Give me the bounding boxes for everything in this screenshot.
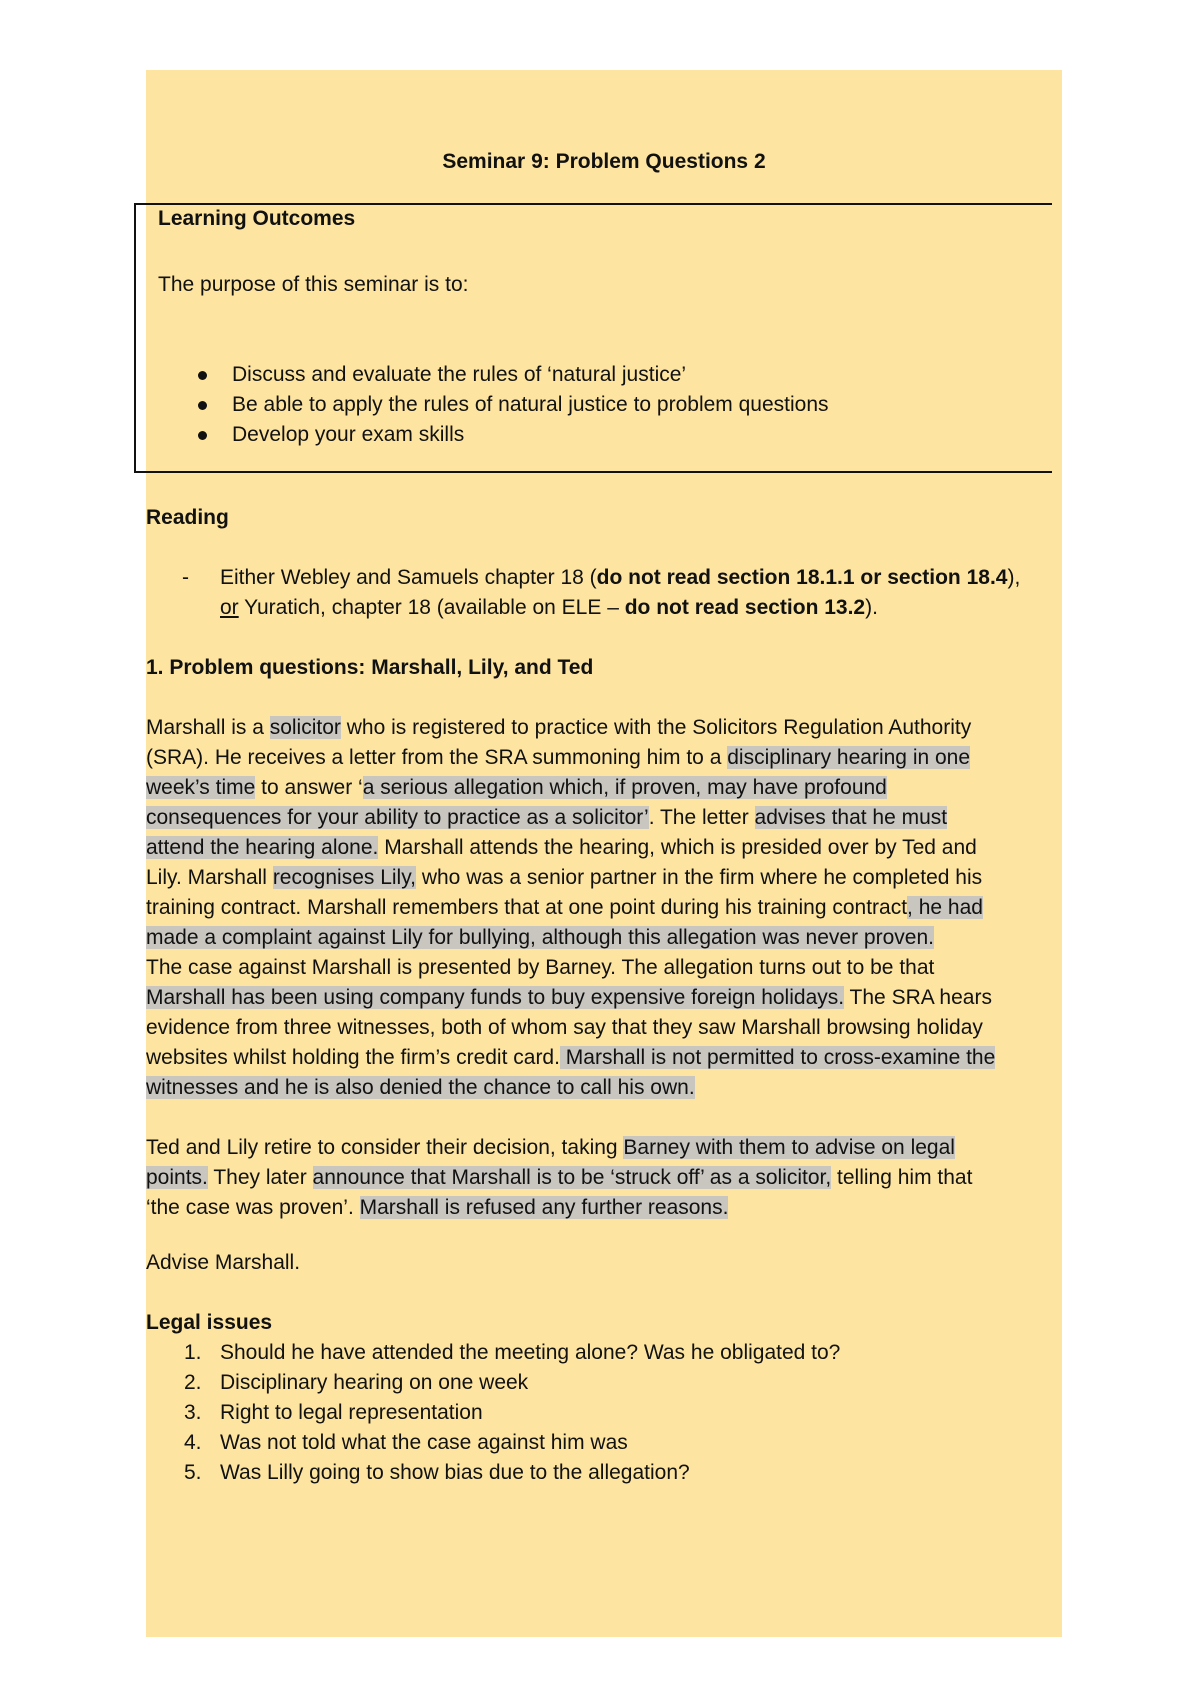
paragraph-3: Ted and Lily retire to consider their decision, taking Barney with them to advise on legal points. They later announce that Marshall is to be ‘struck off’ as a solicitor, telling him that ‘the case was proven’. Marshall is refused any further reasons. <box>146 1136 973 1219</box>
legal-issues-list <box>146 1338 840 1488</box>
document-page: Seminar 9: Problem Questions 2 Learning Outcomes The purpose of this seminar is to: Discuss and evaluate the rules of ‘natural justice’ Be able to apply the rules of natural justice to problem questions Develop your exam skills Reading - Either Webley and Samuels chapter 18 (do not read section 18.1.1 or section 18.4), or Yuratich, chapter 18 (available on ELE – do not read section 13.2). 1. Problem questions: Marshall, Lily, and Ted Marshall is a solicitor who is registered to practice with the Solicitors Regulation Authority (SRA). He receives a letter from the SRA summoning him to a disciplinary hearing in one week’s time to answer ‘a serious allegation which, if proven, may have profound consequences for your ability to practice as a solicitor’. The letter advises that he must attend the hearing alone. Marshall attends the hearing, which is presided over by Ted and Lily. Marshall recognises Lily, who was a senior partner in the firm where he completed his training contract. Marshall remembers that at one point during his training contract, he had made a complaint against Lily for bullying, although this allegation was never proven. The case against Marshall is presented by Barney. The allegation turns out to be that Marshall has been using company funds to buy expensive foreign holidays. The SRA hears evidence from three witnesses, both of whom say that they saw Marshall browsing holiday websites whilst holding the firm’s credit card. Marshall is not permitted to cross-examine the witnesses and he is also denied the chance to call his own. Ted and Lily retire to consider their decision, taking Barney with them to advise on legal points. They later announce that Marshall is to be ‘struck off’ as a solicitor, telling him that ‘the case was proven’. Marshall is refused any further reasons. Advise Marshall. Legal issues 1. Should he have attended the meeting alone? Was he obligated to? 2. Disciplinary hearing on one week 3. Right to legal representation 4. Was not told what the case against him was 5. Was Lilly going to show bias due to the allegation? <box>146 70 1062 1637</box>
paragraph-1: Marshall is a solicitor who is registered to practice with the Solicitors Regulation Authority (SRA). He receives a letter from the SRA summoning him to a disciplinary hearing in one week’s time to answer ‘a serious allegation which, if proven, may have profound consequences for your ability to practice as a solicitor’. The letter advises that he must attend the hearing alone. Marshall attends the hearing, which is presided over by Ted and Lily. Marshall recognises Lily, who was a senior partner in the firm where he completed his training contract. Marshall remembers that at one point during his training contract, he had made a complaint against Lily for bullying, although this allegation was never proven. <box>146 716 983 949</box>
list-item: 3. Right to legal representation <box>184 1401 483 1424</box>
list-item: 1. Should he have attended the meeting alone? Was he obligated to? <box>184 1341 841 1364</box>
list-item: 4. Was not told what the case against him was <box>184 1431 628 1454</box>
list-item: Be able to apply the rules of natural justice to problem questions <box>158 390 829 420</box>
legal-issues-heading: Legal issues <box>146 1311 273 1334</box>
bullet-icon <box>198 431 207 440</box>
list-item: 5. Was Lilly going to show bias due to the allegation? <box>184 1461 690 1484</box>
page-title: Seminar 9: Problem Questions 2 <box>442 150 766 173</box>
reading-heading: Reading <box>146 506 229 529</box>
list-item: Discuss and evaluate the rules of ‘natural justice’ <box>158 360 829 390</box>
problem-question-heading: 1. Problem questions: Marshall, Lily, and Ted <box>146 656 594 679</box>
bullet-icon <box>198 371 207 380</box>
list-item: Develop your exam skills <box>158 420 829 450</box>
list-item: 2. Disciplinary hearing on one week <box>184 1371 529 1394</box>
learning-outcomes-list <box>158 360 829 450</box>
bullet-icon <box>198 401 207 410</box>
advise-line: Advise Marshall. <box>146 1251 301 1274</box>
learning-outcomes-heading: Learning Outcomes <box>158 207 356 230</box>
learning-outcomes-intro: The purpose of this seminar is to: <box>158 273 469 296</box>
paragraph-2: The case against Marshall is presented by Barney. The allegation turns out to be that Marshall has been using company funds to buy expensive foreign holidays. The SRA hears evidence from three witnesses, both of whom say that they saw Marshall browsing holiday websites whilst holding the firm’s credit card. Marshall is not permitted to cross-examine the witnesses and he is also denied the chance to call his own. <box>146 956 996 1099</box>
dash-marker: - <box>182 566 189 589</box>
